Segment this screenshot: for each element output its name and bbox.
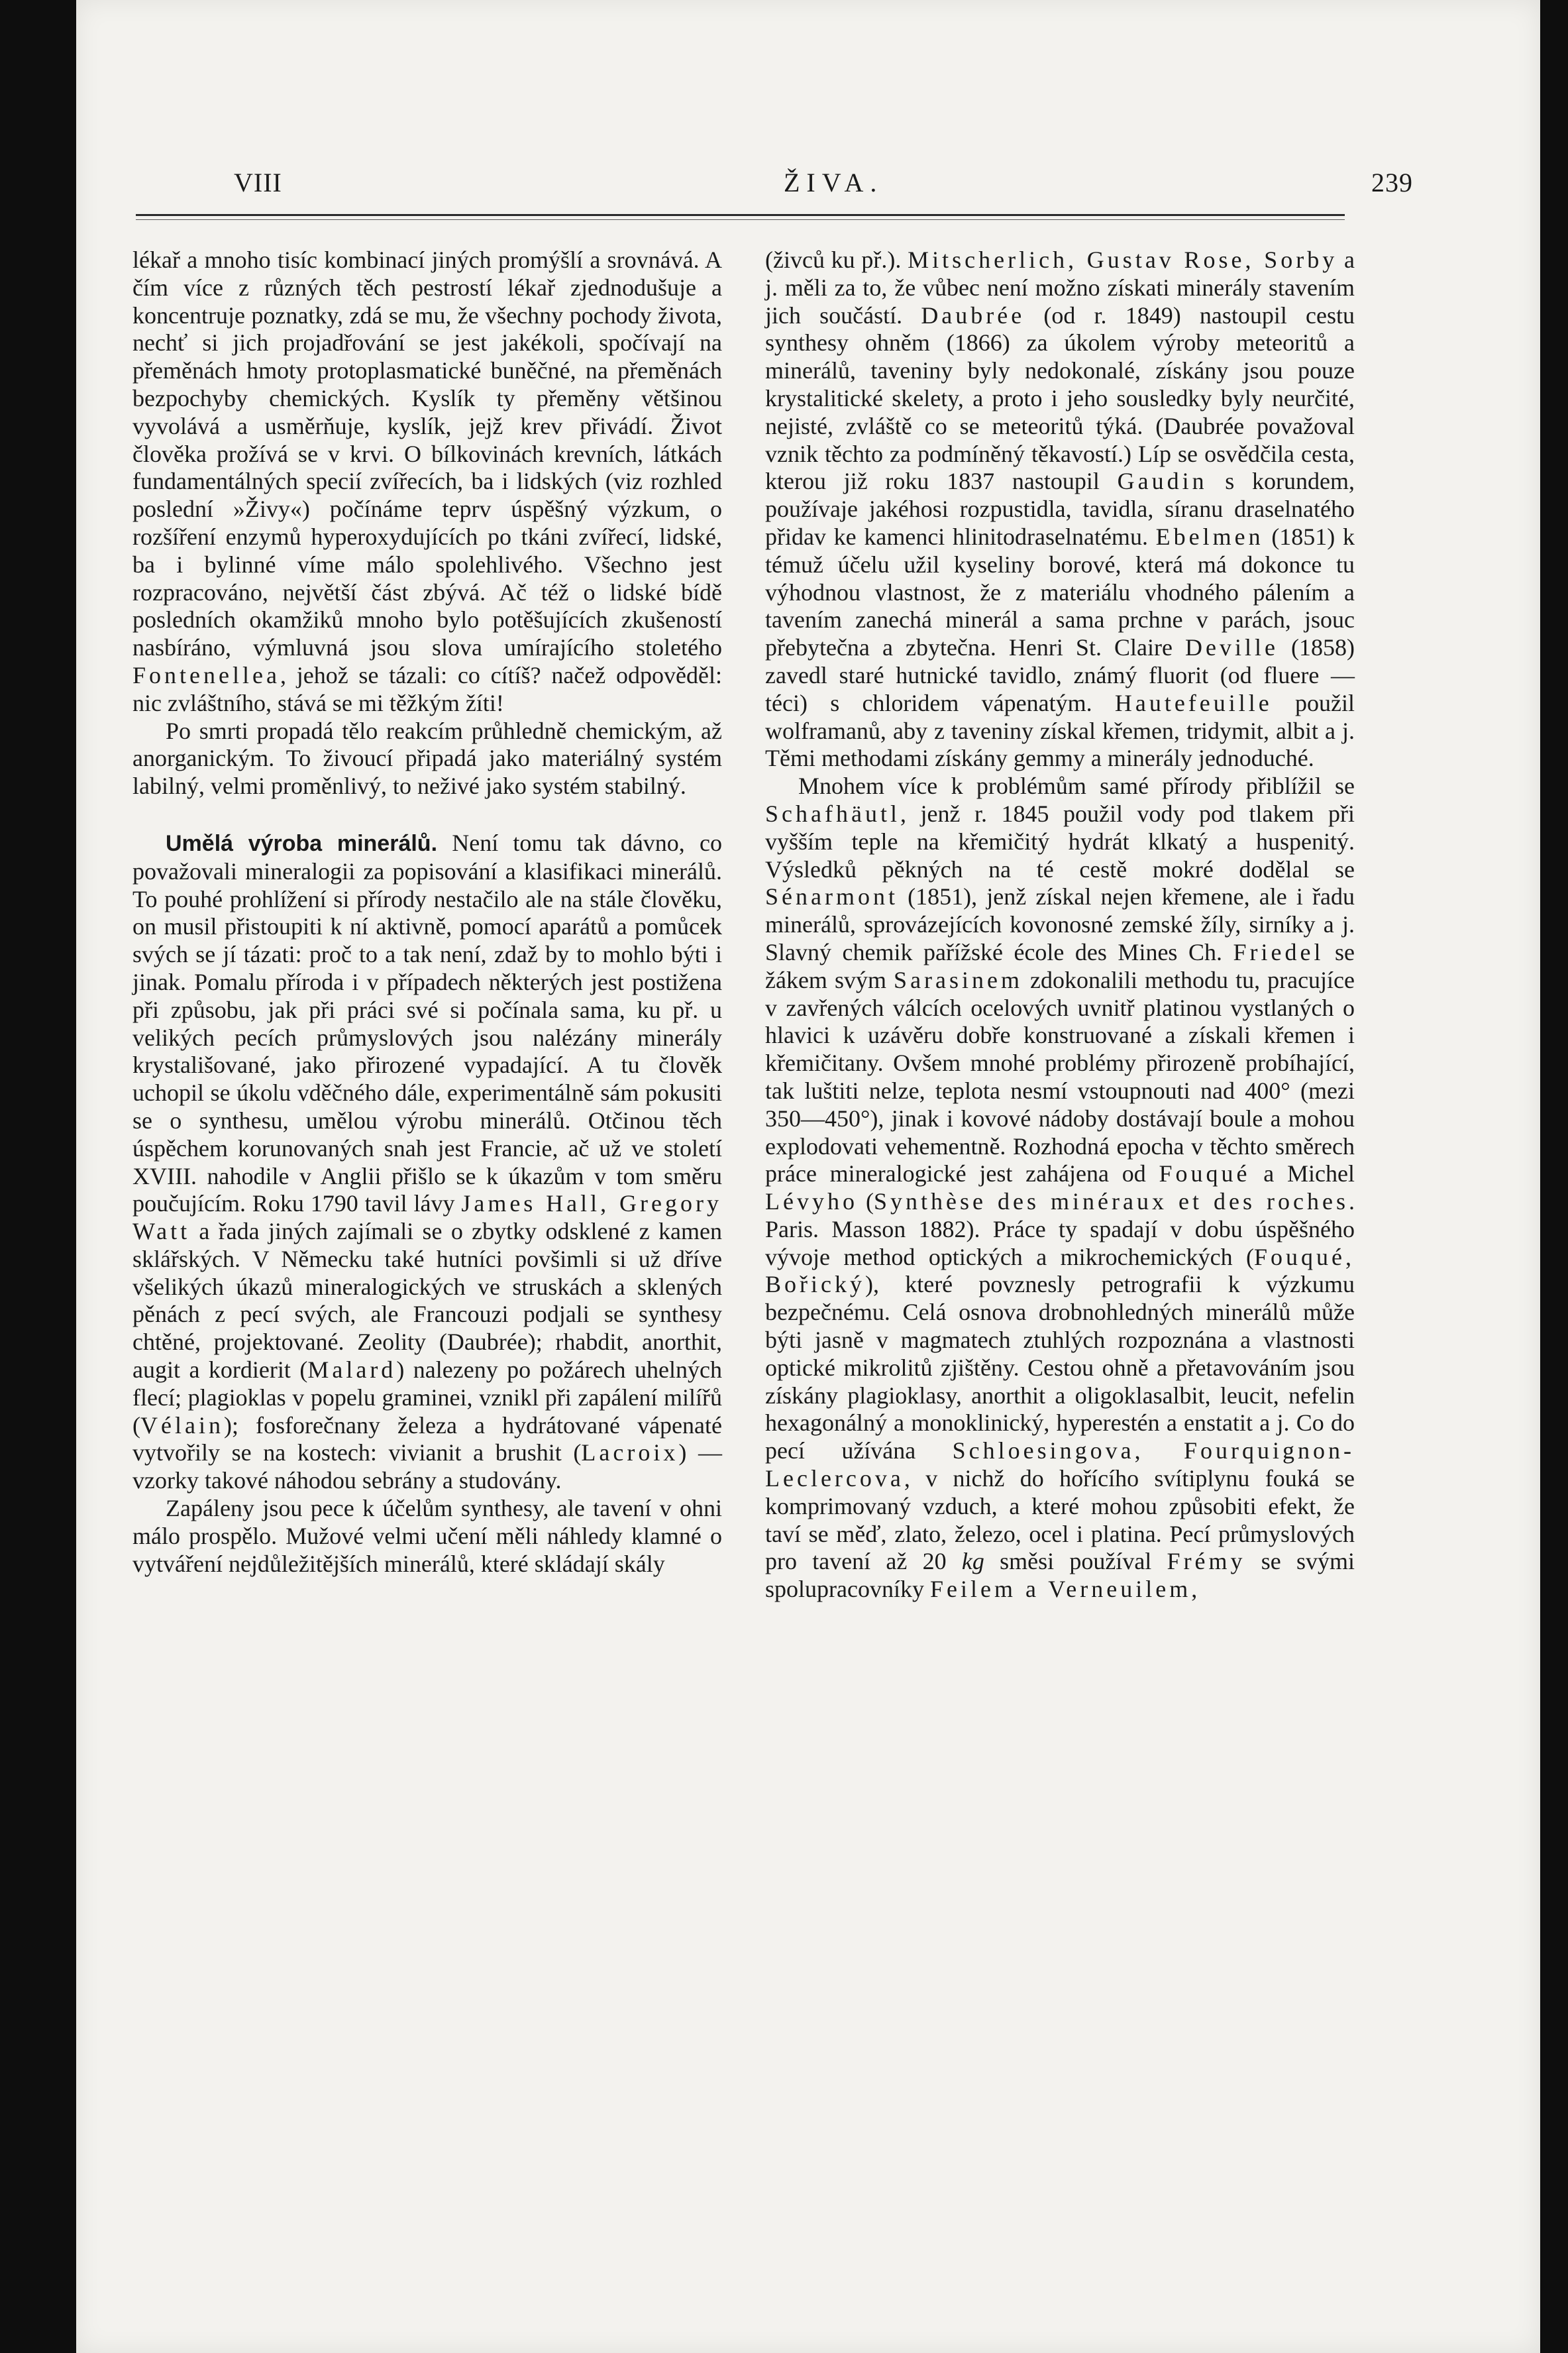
journal-title: ŽIVA. (784, 168, 884, 197)
header-rule (136, 214, 1345, 216)
author-name: Daubrée (921, 301, 1025, 329)
author-name: Sénarmont (765, 883, 898, 910)
author-name: Gaudin (1117, 468, 1208, 495)
left-column (132, 246, 722, 1578)
paragraph (765, 773, 1355, 1604)
text-run: se žákem svým (765, 938, 1355, 993)
author-name: James Hall, Gregory Watt (132, 1190, 722, 1245)
text-run: (od r. 1849) nastoupil cestu synthesy ohněm (1866) za úkolem výroby meteoritů a minerálů, taveniny byly nedokonalé, získány jsou pouze krystalitické skelety, a proto i jeho sousledky byly neurčité, nejisté, zvláště co se meteoritů týká. (Daubrée považoval vznik těchto za podmíněný těkavostí.) Líp se osvědčila cesta, kterou již roku 1837 nastoupil (765, 301, 1355, 495)
author-name: Malard (307, 1356, 397, 1384)
author-name: Schafhäutl (765, 800, 900, 827)
text-run: (1851), jenž získal nejen křemene, ale i řadu minerálů, sprovázejících kovonosné zemské žíly, sirníky a j. Slavný chemik pařížské école des Mines Ch. (765, 883, 1355, 965)
author-name: Ebelmen (1155, 523, 1264, 550)
text-run: se svými spolupracovníky (765, 1548, 1355, 1603)
text-run: použil wolframanů, aby z taveniny získal křemen, tridymit, albit a j. Těmi methodami získány gemmy a minerály jednoduché. (765, 689, 1355, 772)
author-name: Mitscherlich, Gustav Rose, Sorby (908, 246, 1338, 273)
author-name: Frémy (1167, 1548, 1246, 1575)
text-run: Není tomu tak dávno, co považovali mineralogii za popisování a klasifikaci minerálů. To pouhé prohlížení si přírody nestačilo ale na stále člověku, on musil přistoupiti k ní aktivně, pomocí aparátů a pomůcek svých se jí tázati: proč to a tak není, zdaž by to mohlo býti i jinak. Pomalu příroda i v případech některých jest postižena při způsobu, jak při práci své si počínala sama, ku př. u velikých pecích průmyslových jsou nalézány minerály krystališované, jako přirozené vypadající. A tu člověk uchopil se úkolu vděčného dále, experimentálně sám pokusiti se o synthesu, umělou výrobu minerálů. Otčinou těch úspěchem korunovaných snah jest Francie, ač už ve století XVIII. nahodile v Anglii přišlo se k úkazům v tom směru poučujícím. Roku 1790 tavil lávy (132, 829, 722, 1217)
text-run: , jehož se tázali: co cítíš? načež odpověděl: nic zvláštního, stává se mi těžkým žíti! (132, 661, 722, 716)
text-run: ) nalezeny po požárech uhelných flecí; plagioklas v popelu graminei, vznikl při zapálení milířů ( (132, 1356, 722, 1439)
paragraph (132, 718, 722, 800)
text-run: ) — vzorky takové náhodou sebrány a studovány. (132, 1439, 722, 1494)
text-run: a řada jiných zajímali se o zbytky odsklené z kamen sklářských. V Německu také hutníci povšimli si už dříve všelikých úkazů mineralogických ve struskách a sklených pěnách z pecí svých, ale Francouzi podjali se synthesy chtěné, projektované. Zeolity (Daubrée); rhabdit, anorthit, augit a kordierit ( (132, 1218, 722, 1384)
paragraph (132, 1495, 722, 1578)
text-run: , v nichž do hořícího svítiplynu fouká se komprimovaný vzduch, a které mohou způsobiti efekt, že taví se měď, zlato, železo, ocel i platina. Pecí průmyslových pro tavení až 20 (765, 1465, 1355, 1575)
paragraph (132, 830, 722, 1495)
section-heading: Umělá výroba minerálů. (166, 830, 438, 856)
text-run: Po smrti propadá tělo reakcím průhledně chemickým, až anorganickým. To živoucí připadá jako materiálný systém labilný, velmi proměnlivý, to neživé jako systém stabilný. (132, 717, 722, 800)
author-name: Vélain (140, 1411, 224, 1439)
text-run: směsi používal (984, 1548, 1152, 1575)
text-run: (živců ku př.). (765, 246, 902, 273)
text-run: (1858) zavedl staré hutnické tavidlo, známý fluorit (od fluere — téci) s chloridem vápenatým. (765, 634, 1355, 716)
author-name: Fouqué (1159, 1160, 1251, 1187)
text-run: (1851) k témuž účelu užil kyseliny borové, která má dokonce tu výhodnou vlastnost, že z materiálu vhodného pálením a tavením zanechá minerál a sama prchne v parách, jsouc přebytečna a zbytečna. Henri St. Claire (765, 523, 1355, 661)
text-run: a Michel (1250, 1160, 1355, 1187)
right-column (765, 246, 1355, 1604)
author-name: Fontenellea (132, 661, 280, 688)
text-run: s korundem, používaje jakéhosi rozpustidla, tavidla, síranu draselnatého přidav ke kamenci hlinitodraselnatému. (765, 468, 1355, 550)
book-title: Synthèse des minéraux et des roches (874, 1188, 1349, 1215)
volume-number: VIII (234, 168, 282, 197)
text-run: , (1191, 1576, 1198, 1603)
author-name: Fouqué, Bořický (765, 1243, 1355, 1298)
text-run: zdokonalili methodu tu, pracujíce v zavřených válcích ocelových uvnitř platinou vystlaných o hlavici k uzávěru dobře konstruované a získali křemen i křemičitany. Ovšem mnohé problémy přirozeně probíhající, tak luštiti nelze, teplota nesmí vstoupnouti nad 400° (mezi 350—450°), jinak i kovové nádoby dostávají boule a mohou explodovati vehementně. Rozhodná epocha v těchto směrech práce mineralogické jest zahájena od (765, 966, 1355, 1187)
text-run: Zapáleny jsou pece k účelům synthesy, ale tavení v ohni málo prospělo. Mužové velmi učení měli náhledy klamné o vytváření nejdůležitějších minerálů, které skládají skály (132, 1495, 722, 1577)
author-name: Schloesingova, Fourquignon-Leclercova (765, 1437, 1355, 1492)
text-run: lékař a mnoho tisíc kombinací jiných promýšlí a srovnává. A čím více z různých těch pestrostí lékař zjednodušuje a koncentruje poznatky, zdá se mu, že všechny pochody života, nechť si jich projadřování se jest jakékoli, spočívají na přeměnách hmoty protoplasmatické buněčné, na přeměnách bezpochyby chemických. Kyslík ty přeměny většinou vyvolává a usměrňuje, kyslík, jejž krev přivádí. Život člověka prožívá se v krvi. O bílkovinách krevních, látkách fundamentálných specií zvířecích, ba i lidských (viz rozhled poslední »Živy«) počínáme teprv úspěšný výzkum, o rozšíření enzymů hyperoxydujících po tkáni zvířecí, lidské, ba i bylinné víme málo spolehlivého. Všechno jest rozpracováno, největší část zbývá. Ač též o lidské bídě posledních okamžiků mnoho bylo potěšujících zkušeností nasbíráno, výmluvná jsou slova umírajícího stoletého (132, 246, 722, 661)
author-name: Feilem a Verneuilem (929, 1576, 1192, 1603)
unit-kg: kg (961, 1548, 984, 1575)
text-run: . Paris. Masson 1882). Práce ty spadají v dobu úspěšného vývoje method optických a mikrochemických ( (765, 1188, 1355, 1270)
author-name: Friedel (1233, 938, 1324, 965)
text-run: ), které povznesly petrografii k výzkumu bezpečnému. Celá osnova drobnohledných minerálů může býti jasně v magmatech ztuhlých rozpoznána a vlastnosti optické mikrolitů zjištěny. Cestou ohně a přetavováním jsou získány plagioklasy, anorthit a oligoklasalbit, leucit, nefelin hexagonálný a monoklinický, hyperestén a enstatit a j. Co do pecí užívána (765, 1271, 1355, 1464)
paragraph (132, 246, 722, 718)
text-run: , jenž r. 1845 použil vody pod tlakem při vyšším teple na křemičitý hydrát klkatý a huspenitý. Výsledků pěkných na té cestě mokré dodělal se (765, 800, 1355, 883)
page-number: 239 (1371, 168, 1413, 197)
text-run: ( (857, 1188, 874, 1215)
author-name: Lévyho (765, 1188, 858, 1215)
text-run: Mnohem více k problémům samé přírody přiblížil se (798, 773, 1355, 800)
author-name: Deville (1185, 634, 1279, 661)
running-header (234, 167, 1413, 207)
author-name: Lacroix (581, 1439, 679, 1466)
header-rule-thin (136, 219, 1345, 220)
author-name: Sarasinem (894, 966, 1023, 993)
text-run: ); fosforečnany železa a hydrátované vápenaté vytvořily se na kostech: vivianit a brushit ( (132, 1411, 722, 1466)
text-run: a j. měli za to, že vůbec není možno získati minerály stavením jich součástí. (765, 246, 1355, 329)
author-name: Hautefeuille (1114, 689, 1273, 716)
paragraph (765, 246, 1355, 773)
